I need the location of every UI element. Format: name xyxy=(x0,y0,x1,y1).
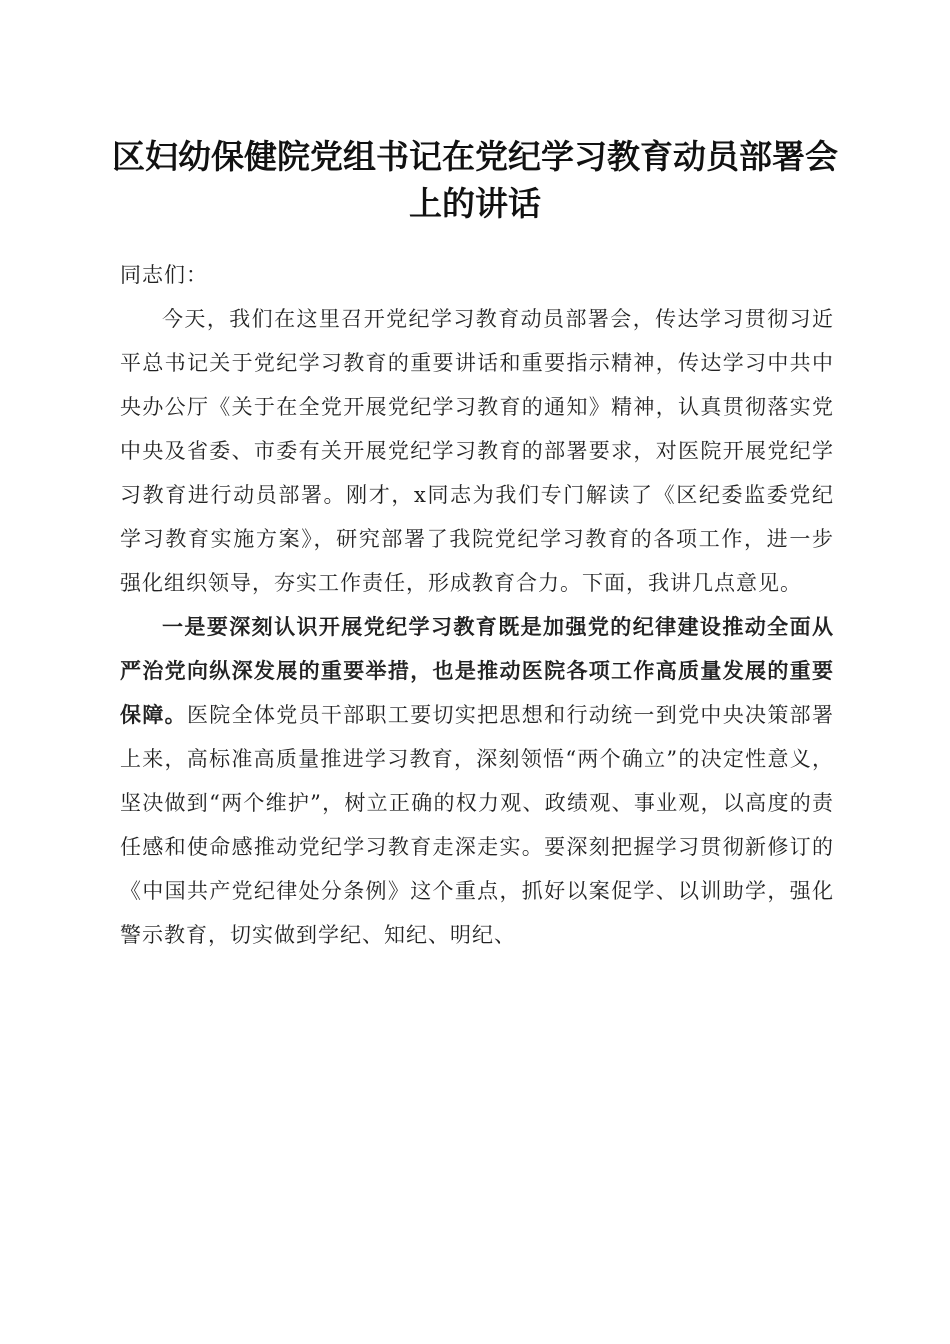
paragraph-opening: 今天，我们在这里召开党纪学习教育动员部署会，传达学习贯彻习近平总书记关于党纪学习教育的重要讲话和重要指示精神，传达学习中共中央办公厅《关于在全党开展党纪学习教育的通知》精神，认真贯彻落实党中央及省委、市委有关开展党纪学习教育的部署要求，对医院开展党纪学习教育进行动员部署。刚才，x同志为我们专门解读了《区纪委监委党纪学习教育实施方案》，研究部署了我院党纪学习教育的各项工作，进一步强化组织领导，夯实工作责任，形成教育合力。下面，我讲几点意见。 xyxy=(120,307,834,595)
document-body xyxy=(120,253,834,957)
paragraph-point-one-body: 医院全体党员干部职工要切实把思想和行动统一到党中央决策部署上来，高标准高质量推进学习教育，深刻领悟“两个确立”的决定性意义，坚决做到“两个维护”，树立正确的权力观、政绩观、事业观，以高度的责任感和使命感推动党纪学习教育走深走实。要深刻把握学习贯彻新修订的《中国共产党纪律处分条例》这个重点，抓好以案促学、以训助学，强化警示教育，切实做到学纪、知纪、明纪、 xyxy=(120,703,834,947)
paragraph-point-one-lead: 一是要深刻认识开展党纪学习教育既是加强党的纪律建设推动全面从严治党向纵深发展的重要举措，也是推动医院各项工作高质量发展的重要保障。 xyxy=(120,614,834,727)
document-title: 区妇幼保健院党组书记在党纪学习教育动员部署会上的讲话 xyxy=(112,137,838,223)
salutation: 同志们： xyxy=(120,263,208,287)
paragraph-point-one xyxy=(120,605,834,957)
